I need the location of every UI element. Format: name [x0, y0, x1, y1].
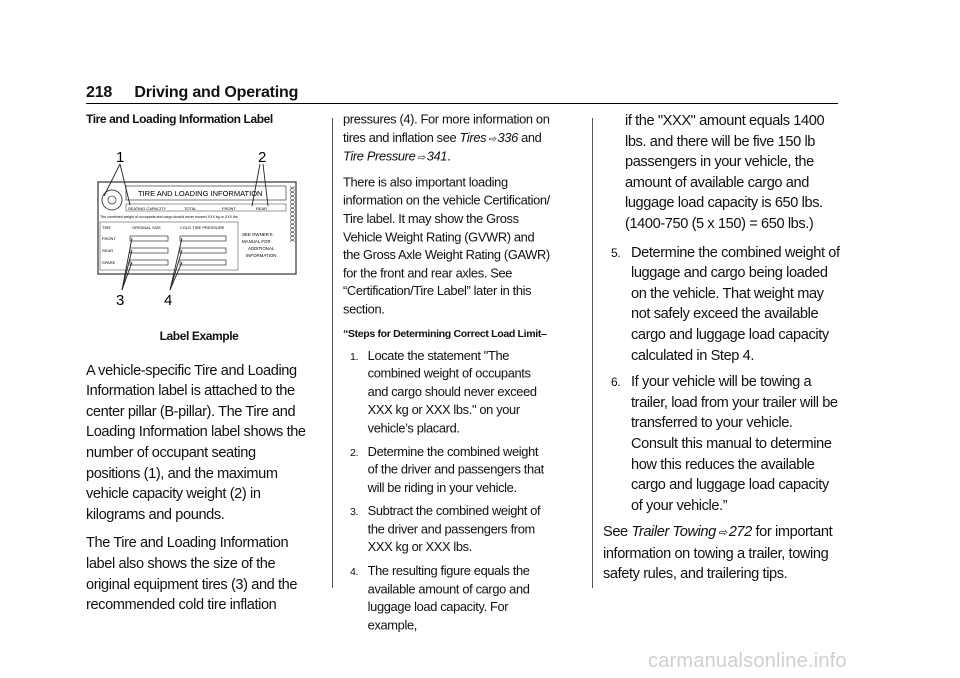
paragraph: pressures (4). For more information on tires and inflation see Tires ⇨ 336 and Tire Pressure ⇨ 341. — [343, 112, 550, 164]
svg-text:COLD TIRE PRESSURE: COLD TIRE PRESSURE — [180, 225, 225, 230]
svg-text:REAR: REAR — [102, 248, 114, 253]
column-2 — [343, 111, 551, 640]
column-divider — [332, 118, 333, 588]
list-item: 6. If your vehicle will be towing a trailer, load from your trailer will be transferred to your vehicle. Consult this manual to determine how this reduces the available cargo and luggage load capacity of your vehicle.” — [611, 374, 838, 514]
xs-column: XXXXXXXXXXXXXX — [288, 186, 294, 243]
svg-text:SEATING CAPACITY: SEATING CAPACITY — [128, 206, 167, 211]
paragraph: See Trailer Towing ⇨ 272 for important information on towing a trailer, towing safety rules, and trailering tips. — [603, 524, 833, 583]
paragraph: There is also important loading information on the vehicle Certification/ Tire label. It may show the Gross Vehicle Weight Rating (GVWR) and the Gross Axle Weight Rating (GAWR) for the front and rear axles. See “Certification/Tire Label” later in this section. — [343, 175, 550, 317]
svg-text:FRONT: FRONT — [102, 236, 116, 241]
list-item: 3. Subtract the combined weight of the driver and passengers from XXX kg or XXX lbs. — [350, 504, 541, 556]
list-item: 2. Determine the combined weight of the driver and passengers that will be riding in your vehicle. — [350, 445, 544, 496]
section-title: Driving and Operating — [134, 84, 299, 101]
warning-line: The combined weight of occupants and cargo should never exceed XXX kg or XXX lbs — [100, 215, 238, 219]
paragraph: if the "XXX" amount equals 1400 lbs. and there will be five 150 lb passengers in your vehicle, the amount of available cargo and luggage load capacity is 650 lbs. (1400-750 (5 x 150) = 650 lbs.) — [625, 113, 825, 232]
paragraph: A vehicle-specific Tire and Loading Information label is attached to the center pillar (B-pillar). The Tire and Loading Information label shows the number of occupant seating positions (1), and the maximum vehicle capacity weight (2) in kilograms and pounds. — [86, 362, 306, 523]
svg-text:SPARE: SPARE — [102, 260, 116, 265]
svg-text:MANUAL FOR: MANUAL FOR — [242, 239, 271, 244]
svg-text:ORIGINAL SIZE: ORIGINAL SIZE — [132, 225, 161, 230]
column-divider — [592, 118, 593, 588]
callout-2: 2 — [258, 149, 267, 166]
tire-label-figure — [86, 140, 312, 310]
paragraph: The Tire and Loading Information label also shows the size of the original equipment tires (3) and the recommended cold tire inflation — [86, 535, 298, 614]
page-ref-icon: ⇨ — [717, 527, 727, 540]
svg-text:REAR: REAR — [256, 206, 268, 211]
column-1-body — [86, 326, 312, 624]
steps-heading: “Steps for Determining Correct Load Limit– — [343, 327, 547, 340]
figure-caption: Label Example — [159, 329, 239, 343]
svg-text:INFORMATION: INFORMATION — [246, 253, 277, 258]
link-tires[interactable]: Tires ⇨ 336 — [459, 130, 518, 145]
svg-text:ADDITIONAL: ADDITIONAL — [248, 246, 275, 251]
page-header — [86, 84, 298, 102]
svg-text:TIRE: TIRE — [102, 225, 112, 230]
header-rule — [86, 103, 838, 104]
steps-list — [603, 243, 841, 517]
list-item: 1. Locate the statement "The combined weight of occupants and cargo should never exceed XXX kg or XXX lbs." on your vehicle’s placard. — [350, 349, 537, 436]
column-1 — [86, 111, 312, 135]
callout-4: 4 — [164, 292, 173, 309]
subheading: Tire and Loading Information Label — [86, 112, 273, 126]
list-item: 4. The resulting figure equals the available amount of cargo and luggage load capacity. For example, — [350, 564, 530, 633]
callout-3: 3 — [116, 292, 125, 309]
svg-text:FRONT: FRONT — [222, 206, 236, 211]
column-3 — [603, 111, 841, 593]
list-item: 5. Determine the combined weight of luggage and cargo being loaded on the vehicle. That weight may not safely exceed the available cargo and luggage load capacity calculated in Step 4. — [611, 244, 840, 364]
callout-1: 1 — [116, 149, 125, 166]
page-ref-icon: ⇨ — [487, 133, 496, 145]
link-trailer-towing[interactable]: Trailer Towing ⇨ 272 — [631, 524, 752, 541]
svg-text:TOTAL: TOTAL — [184, 206, 197, 211]
link-tire-pressure[interactable]: Tire Pressure ⇨ 341 — [343, 149, 448, 164]
watermark: carmanualsonline.info — [648, 650, 847, 672]
label-title: TIRE AND LOADING INFORMATION — [138, 189, 263, 198]
page-number: 218 — [86, 84, 113, 101]
steps-list — [343, 347, 551, 635]
svg-text:SEE OWNER'S: SEE OWNER'S — [242, 232, 273, 237]
page-ref-icon: ⇨ — [417, 152, 425, 164]
